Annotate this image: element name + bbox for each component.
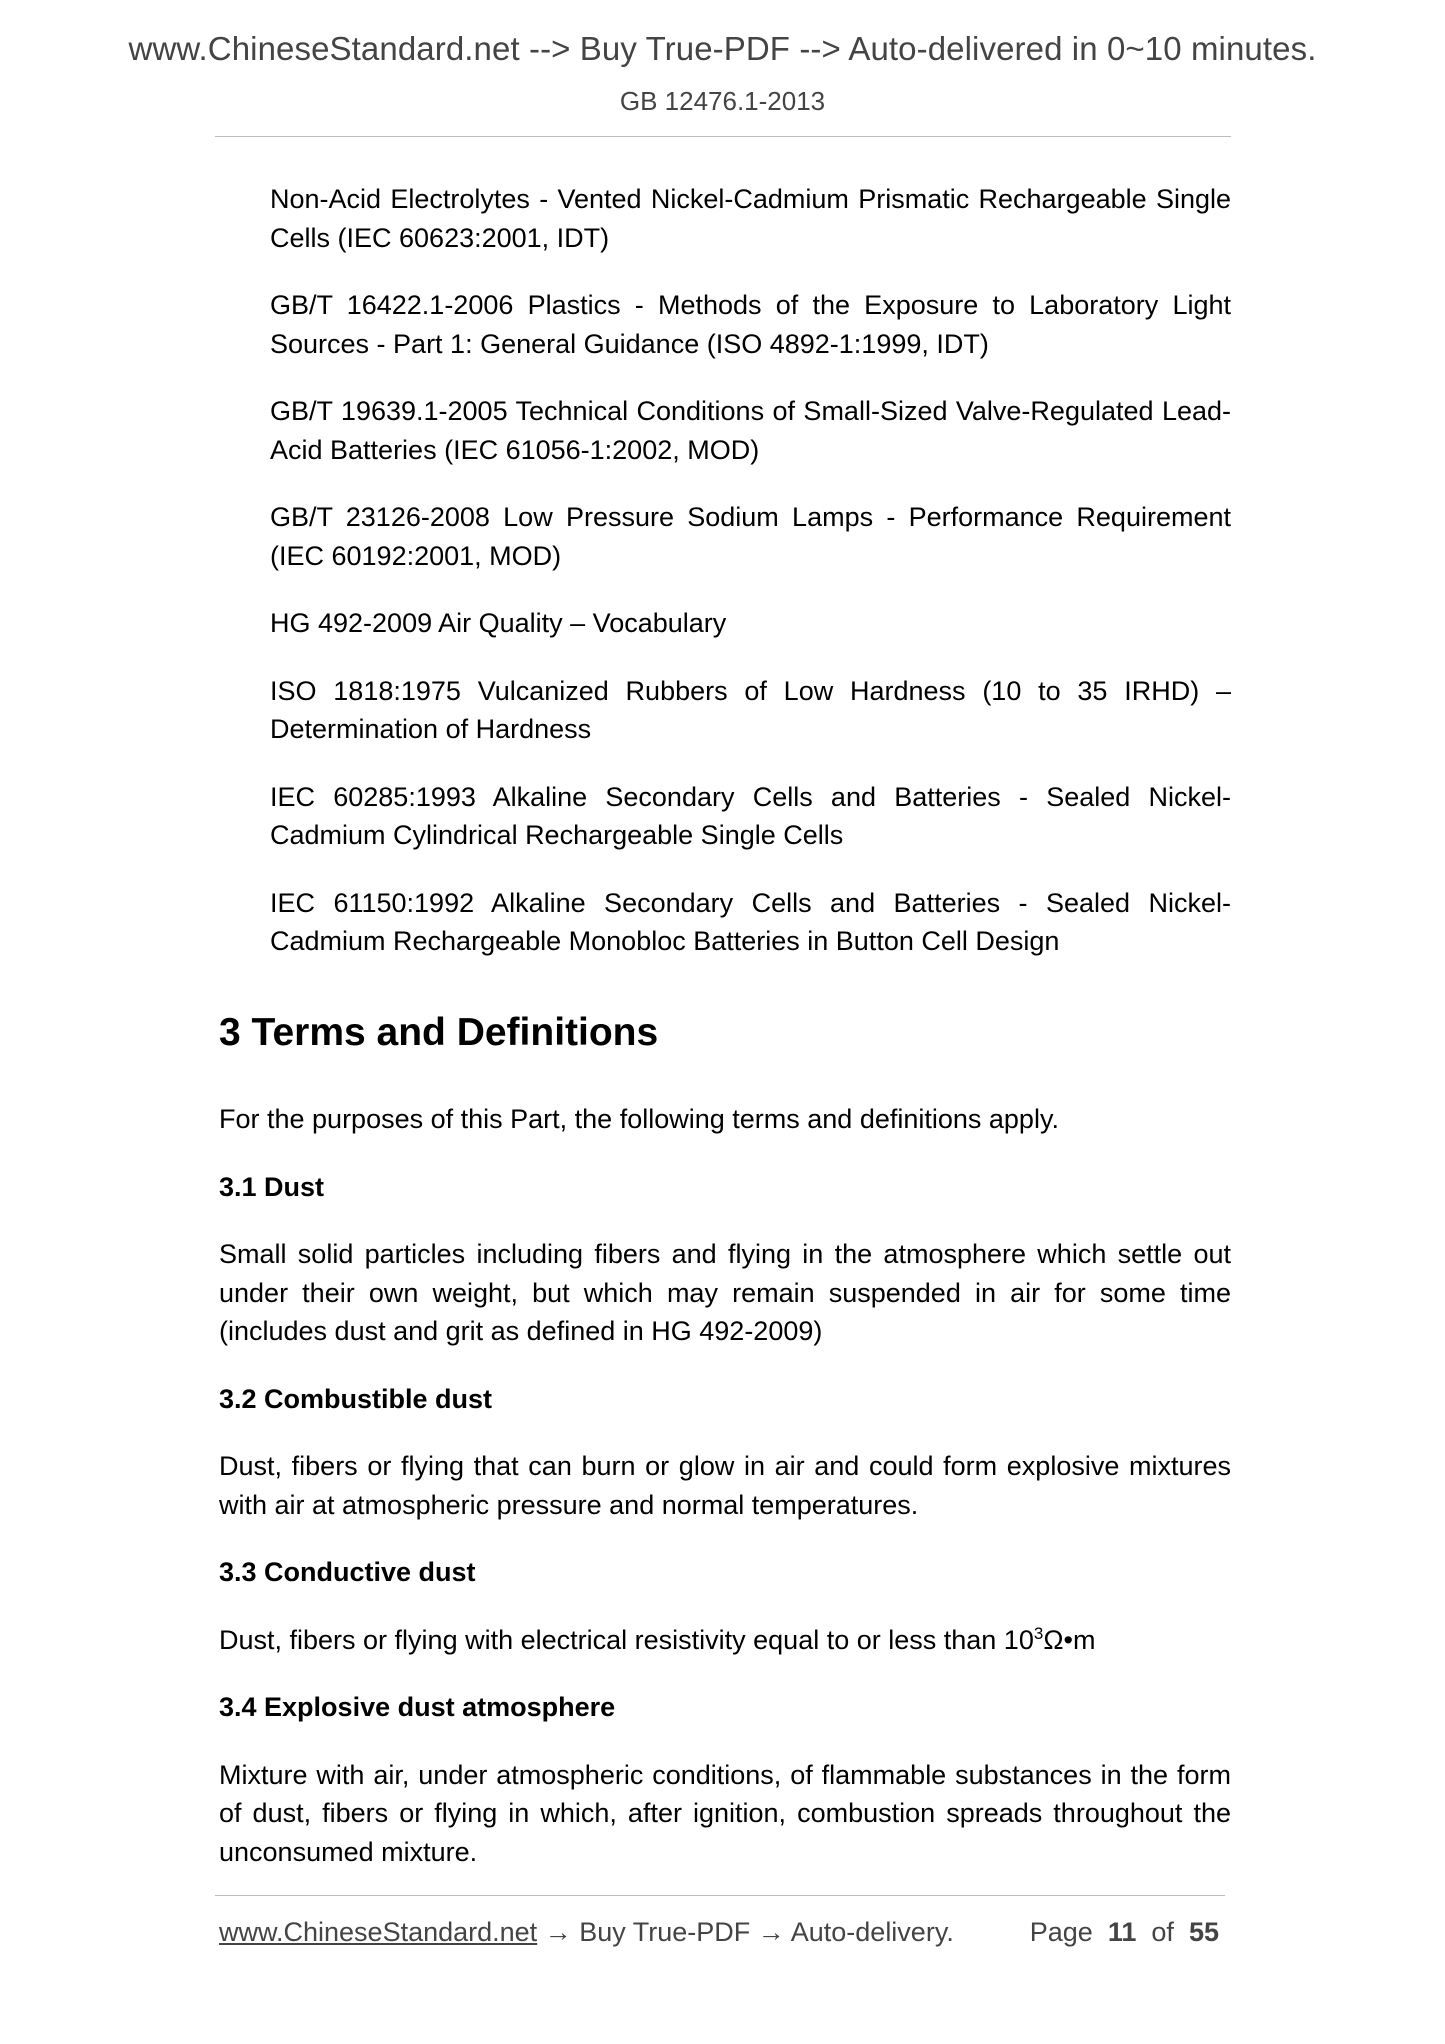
term-definition: Small solid particles including fibers and flying in the atmosphere which settle out under their own weight, but which may remain suspended in air for some time (includes dust and grit as defined in HG 492-2009) <box>219 1239 1231 1346</box>
standard-code: GB 12476.1-2013 <box>619 86 826 116</box>
reference-item: GB/T 16422.1-2006 Plastics - Methods of the Exposure to Laboratory Light Sources - Part 1: General Guidance (ISO 4892-1:1999, IDT) <box>270 290 1231 359</box>
page-label: Page <box>1029 1917 1093 1947</box>
reference-item: IEC 60285:1993 Alkaline Secondary Cells and Batteries - Sealed Nickel-Cadmium Cylindrical Rechargeable Single Cells <box>270 781 1231 850</box>
term-title: 3.3 Conductive dust <box>219 1557 476 1587</box>
site-banner: www.ChineseStandard.net --> Buy True-PDF --> Auto-delivered in 0~10 minutes. <box>128 30 1317 67</box>
of-label: of <box>1151 1917 1174 1947</box>
header-divider <box>215 136 1231 137</box>
term-title: 3.2 Combustible dust <box>219 1383 493 1414</box>
reference-item: ISO 1818:1975 Vulcanized Rubbers of Low Hardness (10 to 35 IRHD) – Determination of Hardness <box>270 675 1231 744</box>
site-link[interactable]: www.ChineseStandard.net <box>219 1917 538 1947</box>
footer-tagline: → Buy True-PDF → Auto-delivery. <box>537 1917 954 1947</box>
page-number: 11 <box>1107 1917 1137 1947</box>
total-pages: 55 <box>1188 1917 1219 1947</box>
section-intro: For the purposes of this Part, the following terms and definitions apply. <box>219 1104 1059 1134</box>
definition-text: Dust, fibers or flying with electrical resistivity equal to or less than 10 <box>219 1624 1034 1655</box>
section-heading: 3 Terms and Definitions <box>219 1011 659 1054</box>
footer-left <box>219 1917 954 1948</box>
term-definition: Dust, fibers or flying that can burn or glow in air and could form explosive mixtures with air at atmospheric pressure and normal temperatures. <box>219 1451 1231 1520</box>
terms-and-definitions-section <box>219 1010 1231 1900</box>
reference-item: GB/T 19639.1-2005 Technical Conditions of Small-Sized Valve-Regulated Lead-Acid Batteries (IEC 61056-1:2002, MOD) <box>270 396 1231 465</box>
term-title: 3.1 Dust <box>219 1171 325 1202</box>
reference-item: IEC 61150:1992 Alkaline Secondary Cells and Batteries - Sealed Nickel-Cadmium Rechargeable Monobloc Batteries in Button Cell Design <box>270 887 1231 956</box>
term-definition <box>219 1621 1231 1660</box>
exponent: 3 <box>1033 1623 1044 1643</box>
footer-divider <box>215 1895 1225 1896</box>
normative-references-list <box>270 180 1231 990</box>
term-definition: Mixture with air, under atmospheric conditions, of flammable substances in the form of dust, fibers or flying in which, after ignition, combustion spreads throughout the unconsumed mixture. <box>219 1759 1231 1867</box>
reference-item: Non-Acid Electrolytes - Vented Nickel-Cadmium Prismatic Rechargeable Single Cells (IEC 60623:2001, IDT) <box>270 184 1231 253</box>
term-title: 3.4 Explosive dust atmosphere <box>219 1692 616 1722</box>
page-indicator <box>1030 1917 1219 1948</box>
reference-item: HG 492-2009 Air Quality – Vocabulary <box>270 608 727 638</box>
unit-text: Ω•m <box>1043 1624 1096 1655</box>
reference-item: GB/T 23126-2008 Low Pressure Sodium Lamps - Performance Requirement (IEC 60192:2001, MOD) <box>270 502 1231 571</box>
